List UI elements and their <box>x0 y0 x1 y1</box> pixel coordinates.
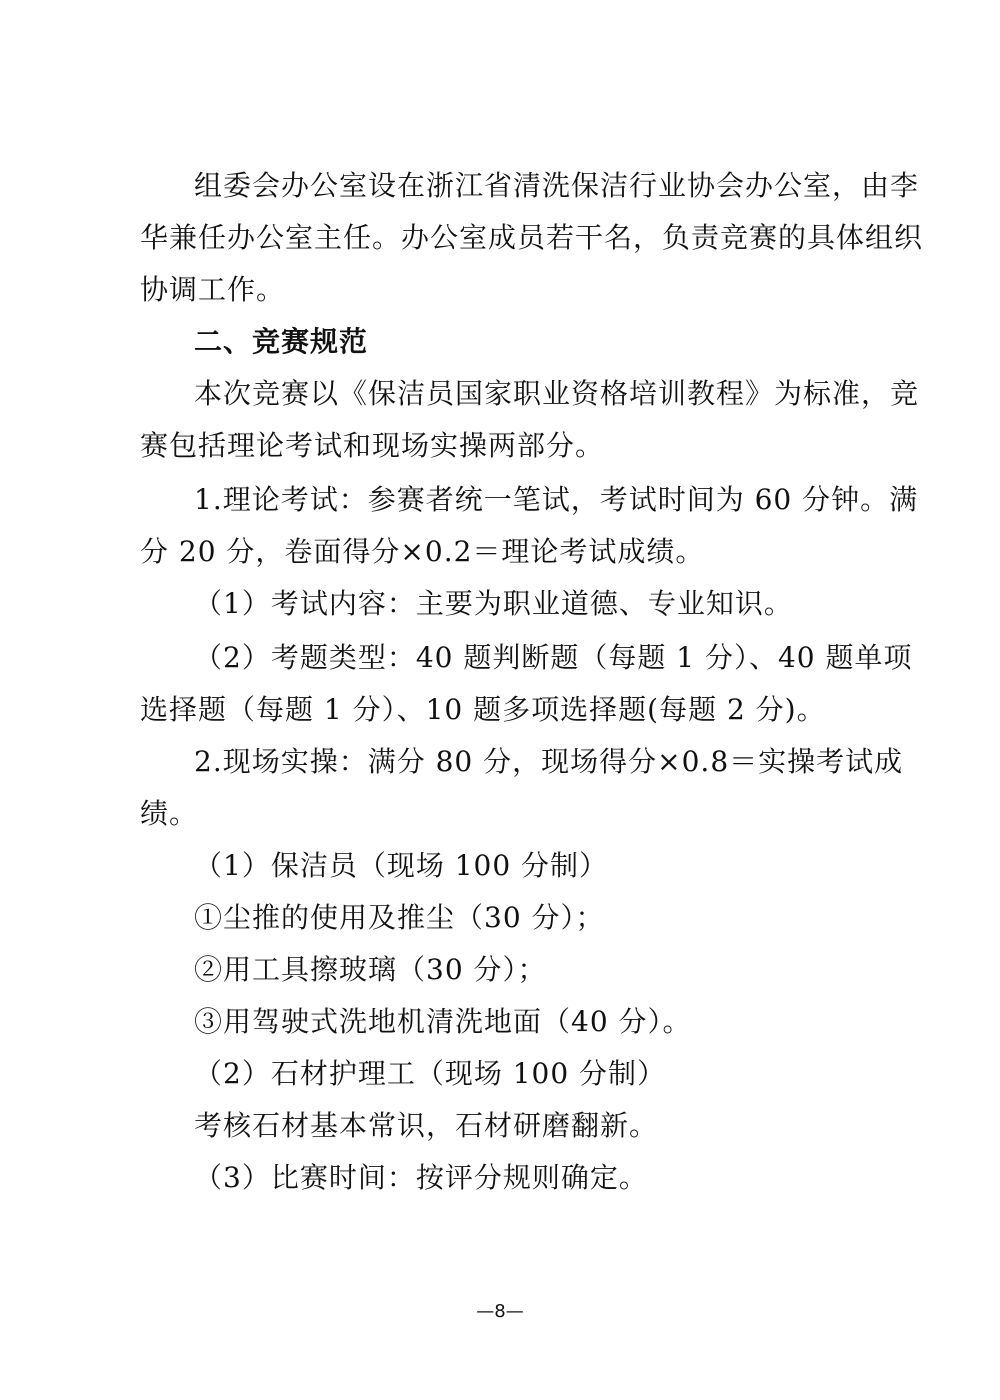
section-heading: 二、竞赛规范 <box>194 325 369 358</box>
paragraph-line: （3）比赛时间：按评分规则确定。 <box>194 1161 648 1194</box>
paragraph-line: 组委会办公室设在浙江省清洗保洁行业协会办公室，由李 <box>194 169 920 202</box>
paragraph-line: （2）考题类型：40 题判断题（每题 1 分）、40 题单项 <box>194 641 913 674</box>
paragraph-line: 1.理论考试：参赛者统一笔试，考试时间为 60 分钟。满 <box>194 483 919 516</box>
paragraph-line: 华兼任办公室主任。办公室成员若干名，负责竞赛的具体组织 <box>140 221 924 254</box>
paragraph-line: 选择题（每题 1 分）、10 题多项选择题(每题 2 分)。 <box>140 693 826 726</box>
paragraph-line: （1）考试内容：主要为职业道德、专业知识。 <box>194 587 793 620</box>
paragraph-line: ②用工具擦玻璃（30 分）； <box>194 953 547 986</box>
paragraph-line: ①尘推的使用及推尘（30 分）； <box>194 901 605 934</box>
paragraph-line: （2）石材护理工（现场 100 分制） <box>194 1057 667 1090</box>
page-number: —8— <box>476 1301 524 1322</box>
paragraph-line: 考核石材基本常识，石材研磨翻新。 <box>194 1109 659 1142</box>
paragraph-line: 协调工作。 <box>140 273 286 306</box>
paragraph-line: 2.现场实操：满分 80 分，现场得分×0.8＝实操考试成 <box>194 745 904 778</box>
paragraph-line: 绩。 <box>140 797 199 830</box>
paragraph-line: ③用驾驶式洗地机清洗地面（40 分）。 <box>194 1005 692 1038</box>
paragraph-line: （1）保洁员（现场 100 分制） <box>194 849 609 882</box>
paragraph-line: 赛包括理论考试和现场实操两部分。 <box>140 429 605 462</box>
paragraph-line: 分 20 分，卷面得分×0.2＝理论考试成绩。 <box>140 535 705 568</box>
paragraph-line: 本次竞赛以《保洁员国家职业资格培训教程》为标准，竞 <box>194 377 920 410</box>
